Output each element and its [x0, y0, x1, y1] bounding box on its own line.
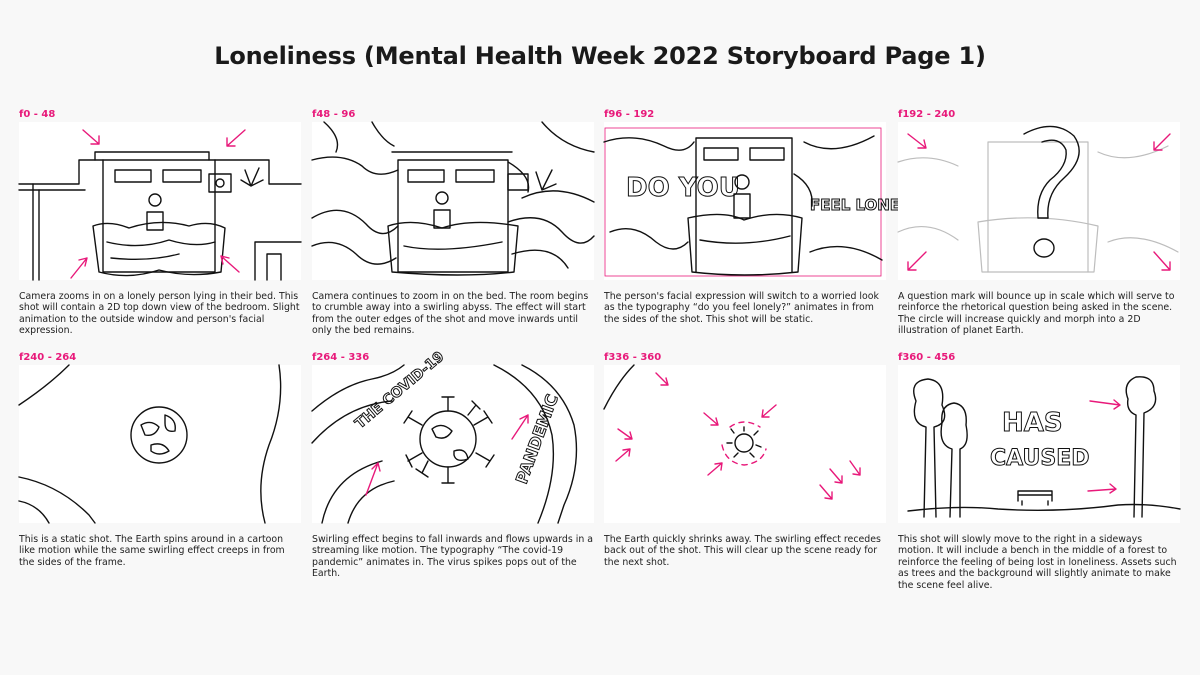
storyboard-panel-5 [19, 351, 301, 568]
shot-description: A question mark will bounce up in scale which will serve to reinforce the rhetorical question being asked in the scene. The circle will increase quickly and morph into a 2D illustration of planet Earth. [898, 291, 1175, 337]
storyboard-panel-4 [898, 108, 1180, 337]
sketch-text-caused: CAUSED [990, 446, 1090, 471]
earth-shrinking-sketch [604, 365, 886, 523]
shot-description: This is a static shot. The Earth spins around in a cartoon like motion while the same swirling effect creeps in from the sides of the frame. [19, 534, 285, 568]
swirling-abyss-sketch [312, 122, 594, 280]
page-title: Loneliness (Mental Health Week 2022 Storyboard Page 1) [214, 42, 986, 70]
storyboard-panel-6 [312, 348, 594, 580]
bedroom-topdown-sketch [19, 122, 301, 280]
sketch-text-the-covid-19: THE COVID-19 [352, 348, 448, 433]
shot-description: Camera continues to zoom in on the bed. The room begins to crumble away into a swirling abyss. The effect will start from the outer edges of the shot and move inwards until only the bed remains. [312, 291, 589, 337]
shot-description: The person's facial expression will switch to a worried look as the typography “do you feel lonely?” animates in from the sides of the shot. This shot will be static. [604, 291, 879, 325]
storyboard-panel-2 [312, 108, 594, 337]
frame-range-label: f240 - 264 [19, 352, 77, 363]
question-mark-sketch [898, 122, 1180, 280]
frame-range-label: f48 - 96 [312, 109, 356, 120]
storyboard-panel-8 [898, 351, 1180, 591]
do-you-feel-lonely-sketch [604, 122, 919, 280]
shot-description: Camera zooms in on a lonely person lying in their bed. This shot will contain a 2D top down view of the bedroom. Slight animation to the outside window and person's facial expression. [19, 291, 300, 337]
frame-range-label: f336 - 360 [604, 352, 662, 363]
frame-range-label: f96 - 192 [604, 109, 655, 120]
frame-range-label: f0 - 48 [19, 109, 56, 120]
storyboard-panel-3 [604, 108, 919, 325]
forest-bench-sketch [898, 365, 1180, 523]
sketch-text-has: HAS [1002, 408, 1063, 438]
storyboard-panel-7 [604, 351, 886, 568]
shot-description: Swirling effect begins to fall inwards and flows upwards in a streaming like motion. The typography “The covid-19 pandemic” animates in. The virus spikes pops out of the Earth. [312, 534, 594, 580]
frame-range-label: f264 - 336 [312, 352, 370, 363]
sketch-text-feel-lonely: FEEL LONELY [810, 196, 919, 214]
earth-spinning-sketch [19, 365, 301, 523]
sketch-text-pandemic: PANDEMIC [511, 391, 562, 487]
sketch-text-do-you: DO YOU [626, 173, 740, 203]
storyboard-panel-1 [19, 108, 301, 337]
frame-range-label: f192 - 240 [898, 109, 956, 120]
shot-description: This shot will slowly move to the right in a sideways motion. It will include a bench in the middle of a forest to reinforce the feeling of being lost in loneliness. Assets such as trees and the background will slightly animate to make the scene feel alive. [898, 534, 1177, 591]
shot-description: The Earth quickly shrinks away. The swirling effect recedes back out of the shot. This will clear up the scene ready for the next shot. [604, 534, 881, 568]
frame-range-label: f360 - 456 [898, 352, 956, 363]
